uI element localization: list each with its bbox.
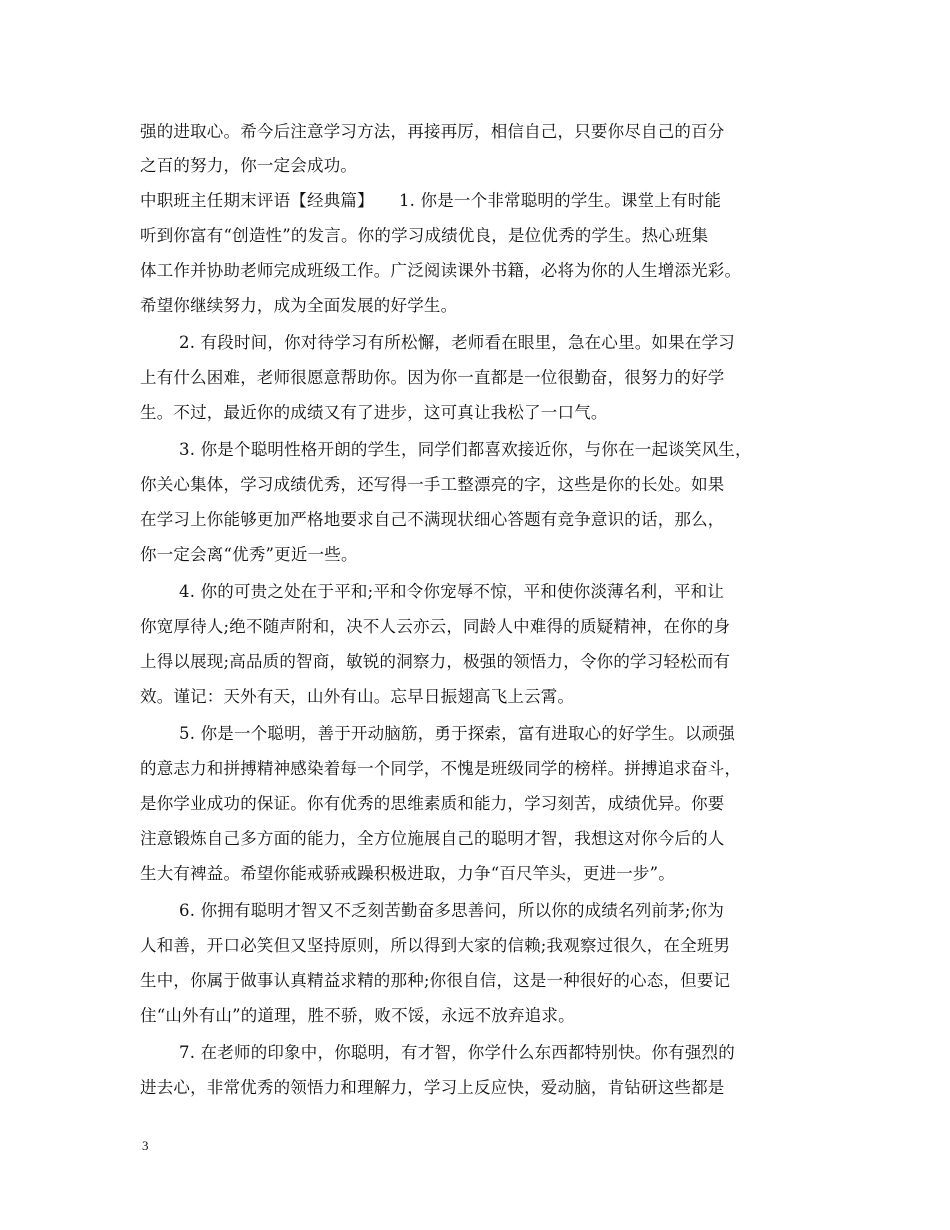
paragraph-start-line: 3. 你是个聪明性格开朗的学生，同学们都喜欢接近你，与你在一起谈笑风生， <box>179 440 752 459</box>
paragraph-start-line: 6. 你拥有聪明才智又不乏刻苦勤奋多思善问，所以你的成绩名列前茅;你为 <box>179 901 725 920</box>
text-line: 你关心集体，学习成绩优秀，还写得一手工整漂亮的字，这些是你的长处。如果 <box>140 475 725 494</box>
paragraph-start-line: 4. 你的可贵之处在于平和;平和令你宠辱不惊，平和使你淡薄名利，平和让 <box>179 582 725 601</box>
text-line: 进去心，非常优秀的领悟力和理解力，学习上反应快，爱动脑，肯钻研这些都是 <box>140 1078 725 1097</box>
text-line: 是你学业成功的保证。你有优秀的思维素质和能力，学习刻苦，成绩优异。你要 <box>140 794 725 813</box>
text-line: 之百的努力，你一定会成功。 <box>140 156 358 175</box>
text-line: 生。不过，最近你的成绩又有了进步，这可真让我松了一口气。 <box>140 403 608 422</box>
paragraph-start-line: 2. 有段时间，你对待学习有所松懈，老师看在眼里，急在心里。如果在学习 <box>179 333 735 352</box>
text-line: 效。谨记：天外有天，山外有山。忘早日振翅高飞上云霄。 <box>140 687 575 706</box>
text-line: 你宽厚待人;绝不随声附和，决不人云亦云，同龄人中难得的质疑精神，在你的身 <box>140 617 731 636</box>
page-number: 3 <box>142 1138 149 1153</box>
text-line: 你一定会离“优秀”更近一些。 <box>140 545 358 564</box>
text-line: 人和善，开口必笑但又坚持原则，所以得到大家的信赖;我观察过很久，在全班男 <box>140 936 731 955</box>
paragraph-start-line: 5. 你是一个聪明，善于开动脑筋，勇于探索，富有进取心的好学生。以顽强 <box>179 724 735 743</box>
text-line: 的意志力和拼搏精神感染着每一个同学，不愧是班级同学的榜样。拼搏追求奋斗， <box>140 759 742 778</box>
text-line: 住“山外有山”的道理，胜不骄，败不馁，永远不放弃追求。 <box>140 1006 575 1025</box>
text-line: 上有什么困难，老师很愿意帮助你。因为你一直都是一位很勤奋，很努力的好学 <box>140 368 725 387</box>
paragraph-start-line: 7. 在老师的印象中，你聪明，有才智，你学什么东西都特别快。你有强烈的 <box>179 1043 735 1062</box>
text-line: 强的进取心。希今后注意学习方法，再接再厉，相信自己，只要你尽自己的百分 <box>140 122 725 141</box>
text-line: 注意锻炼自己多方面的能力，全方位施展自己的聪明才智，我想这对你今后的人 <box>140 829 725 848</box>
text-line: 上得以展现;高品质的智商，敏锐的洞察力，极强的领悟力，令你的学习轻松而有 <box>140 652 731 671</box>
text-line: 生中，你属于做事认真精益求精的那种;你很自信，这是一种很好的心态，但要记 <box>140 971 731 990</box>
text-line: 体工作并协助老师完成班级工作。广泛阅读课外书籍，必将为你的人生增添光彩。 <box>140 261 742 280</box>
text-line: 生大有裨益。希望你能戒骄戒躁积极进取，力争“百尺竿头，更进一步”。 <box>140 864 675 883</box>
section-heading-line: 中职班主任期末评语【经典篇】 1. 你是一个非常聪明的学生。课堂上有时能 <box>140 191 722 210</box>
text-line: 听到你富有“创造性”的发言。你的学习成绩优良，是位优秀的学生。热心班集 <box>140 226 709 245</box>
text-line: 在学习上你能够更加严格地要求自己不满现状细心答题有竞争意识的话，那么， <box>140 510 725 529</box>
text-line: 希望你继续努力，成为全面发展的好学生。 <box>140 296 458 315</box>
